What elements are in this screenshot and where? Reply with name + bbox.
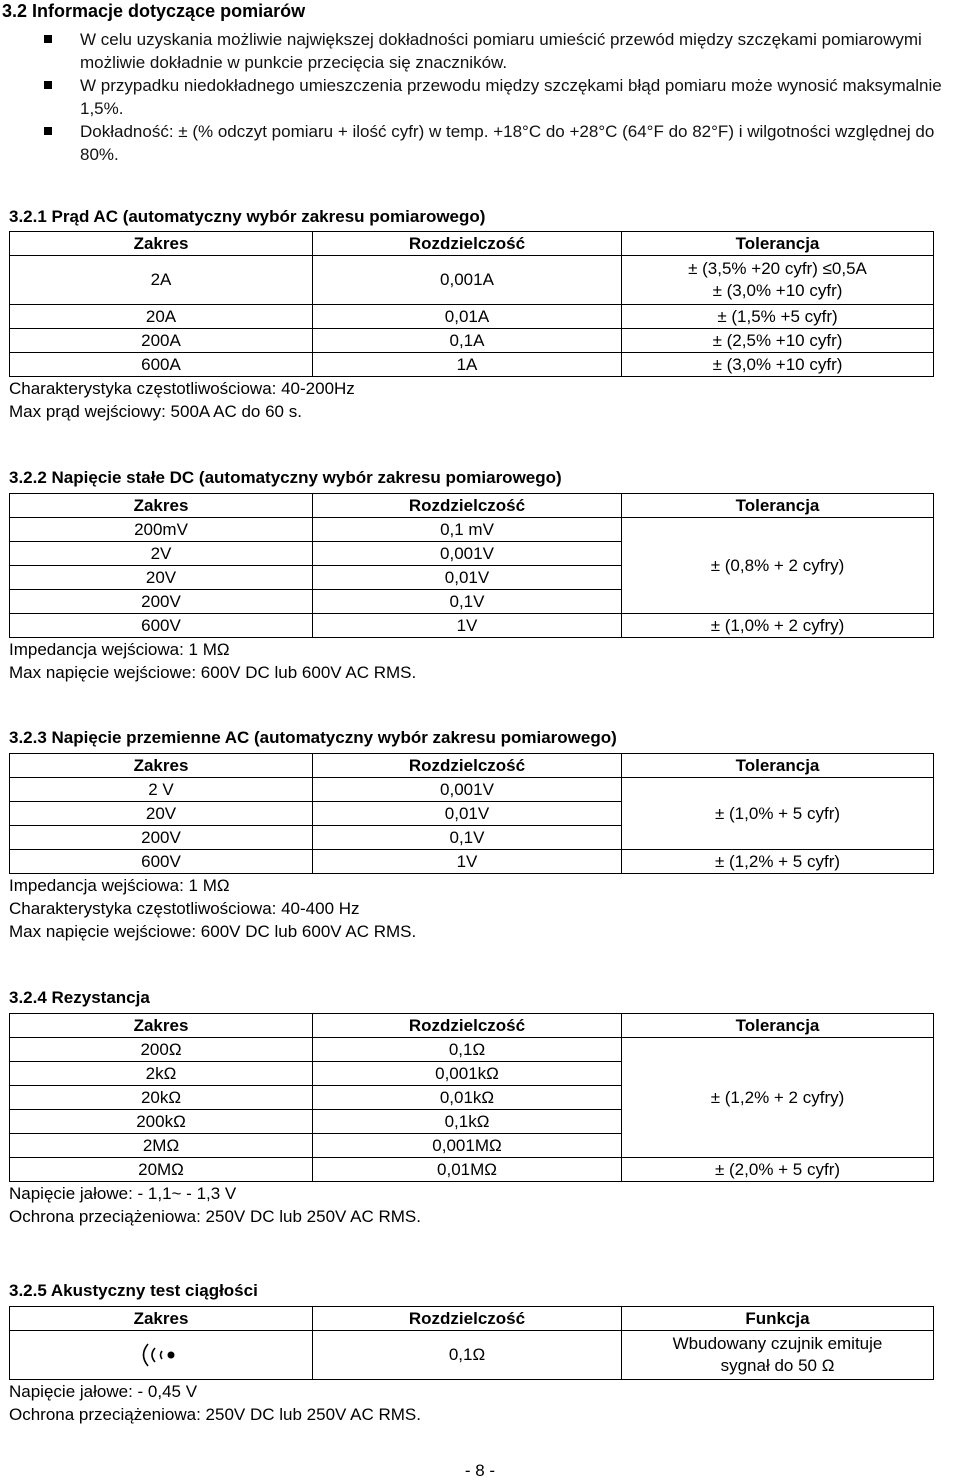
cell-resolution: 0,1Ω — [313, 1038, 622, 1062]
header-resolution: Rozdzielczość — [313, 1307, 622, 1331]
function-line: Wbudowany czujnik emituje — [672, 1334, 883, 1353]
table-row — [10, 850, 934, 874]
cell-range: 20MΩ — [10, 1158, 313, 1182]
note-text: Ochrona przeciążeniowa: 250V DC lub 250V AC RMS. — [9, 1207, 421, 1226]
table-row — [10, 518, 934, 542]
header-resolution: Rozdzielczość — [313, 1014, 622, 1038]
cell-range: 200A — [10, 329, 313, 353]
section-ac-voltage — [9, 727, 934, 943]
cell-range: 2MΩ — [10, 1134, 313, 1158]
table-row — [10, 1331, 934, 1380]
cell-range: 600V — [10, 614, 313, 638]
cell-range: 600V — [10, 850, 313, 874]
cell-tolerance: ± (1,5% +5 cyfr) — [622, 305, 934, 329]
header-function: Funkcja — [622, 1307, 934, 1331]
bullet-square-icon — [44, 81, 52, 89]
table-row — [10, 329, 934, 353]
cell-range: 200V — [10, 826, 313, 850]
list-item — [44, 28, 956, 74]
spec-table-ac-voltage — [9, 753, 934, 874]
measurement-info-list — [44, 28, 956, 166]
cell-tolerance: ± (1,2% + 5 cyfr) — [622, 850, 934, 874]
bullet-text: W przypadku niedokładnego umieszczenia przewodu między szczękami błąd pomiaru może wynosić maksymalnie 1,5%. — [80, 76, 942, 118]
section-dc-voltage — [9, 467, 934, 684]
header-range: Zakres — [10, 1014, 313, 1038]
cell-range: 200kΩ — [10, 1110, 313, 1134]
cell-resolution: 1V — [313, 850, 622, 874]
note-text: Max napięcie wejściowe: 600V DC lub 600V AC RMS. — [9, 922, 417, 941]
section-heading: 3.2 Informacje dotyczące pomiarów — [2, 1, 306, 21]
table-row — [10, 353, 934, 377]
cell-resolution: 0,001kΩ — [313, 1062, 622, 1086]
table-header-row — [10, 1014, 934, 1038]
header-resolution: Rozdzielczość — [313, 232, 622, 256]
header-tolerance: Tolerancja — [622, 232, 934, 256]
cell-tolerance-group: ± (1,2% + 2 cyfry) — [622, 1038, 934, 1158]
cell-range: 2kΩ — [10, 1062, 313, 1086]
bullet-square-icon — [44, 127, 52, 135]
cell-resolution: 0,01kΩ — [313, 1086, 622, 1110]
continuity-buzzer-icon — [136, 1341, 186, 1369]
cell-resolution: 0,1Ω — [313, 1331, 622, 1380]
table-header-row — [10, 1307, 934, 1331]
cell-resolution: 0,001MΩ — [313, 1134, 622, 1158]
cell-resolution: 0,01V — [313, 802, 622, 826]
cell-resolution: 0,1A — [313, 329, 622, 353]
note-text: Napięcie jałowe: - 1,1~ - 1,3 V — [9, 1184, 237, 1203]
cell-range: 200Ω — [10, 1038, 313, 1062]
cell-function — [622, 1331, 934, 1380]
cell-resolution: 0,1 mV — [313, 518, 622, 542]
note-text: Max prąd wejściowy: 500A AC do 60 s. — [9, 402, 302, 421]
spec-table-resistance — [9, 1013, 934, 1182]
table-row — [10, 256, 934, 305]
cell-tolerance: ± (2,0% + 5 cyfr) — [622, 1158, 934, 1182]
cell-resolution: 0,001V — [313, 778, 622, 802]
header-resolution: Rozdzielczość — [313, 754, 622, 778]
cell-range: 20V — [10, 802, 313, 826]
cell-range: 200mV — [10, 518, 313, 542]
note-text: Impedancja wejściowa: 1 MΩ — [9, 640, 230, 659]
bullet-text: W celu uzyskania możliwie największej dokładności pomiaru umieścić przewód między szczękami pomiarowymi możliwie dokładnie w punkcie przecięcia się znaczników. — [80, 30, 922, 72]
table-header-row — [10, 754, 934, 778]
page-number: - 8 - — [464, 1461, 496, 1480]
cell-range: 2A — [10, 256, 313, 305]
section-title: 3.2.4 Rezystancja — [9, 988, 150, 1007]
table-row — [10, 1038, 934, 1062]
header-resolution: Rozdzielczość — [313, 494, 622, 518]
header-tolerance: Tolerancja — [622, 1014, 934, 1038]
cell-range: 600A — [10, 353, 313, 377]
tolerance-line: ± (3,5% +20 cyfr) ≤0,5A — [688, 259, 867, 278]
section-title: 3.2.1 Prąd AC (automatyczny wybór zakresu pomiarowego) — [9, 207, 486, 226]
cell-resolution: 0,01V — [313, 566, 622, 590]
header-tolerance: Tolerancja — [622, 494, 934, 518]
spec-table-dc-voltage — [9, 493, 934, 638]
section-resistance — [9, 987, 934, 1228]
cell-resolution: 0,01A — [313, 305, 622, 329]
header-range: Zakres — [10, 232, 313, 256]
header-tolerance: Tolerancja — [622, 754, 934, 778]
table-header-row — [10, 232, 934, 256]
note-text: Max napięcie wejściowe: 600V DC lub 600V AC RMS. — [9, 663, 417, 682]
cell-resolution: 0,01MΩ — [313, 1158, 622, 1182]
table-row — [10, 305, 934, 329]
table-header-row — [10, 494, 934, 518]
note-text: Charakterystyka częstotliwościowa: 40-400 Hz — [9, 899, 360, 918]
section-title: 3.2.2 Napięcie stałe DC (automatyczny wybór zakresu pomiarowego) — [9, 468, 562, 487]
section-continuity — [9, 1280, 934, 1426]
cell-resolution: 0,001A — [313, 256, 622, 305]
bullet-square-icon — [44, 35, 52, 43]
cell-tolerance-group: ± (0,8% + 2 cyfry) — [622, 518, 934, 614]
function-line: sygnał do 50 Ω — [720, 1356, 835, 1375]
cell-resolution: 1A — [313, 353, 622, 377]
list-item — [44, 120, 956, 166]
tolerance-line: ± (3,0% +10 cyfr) — [712, 281, 843, 300]
spec-table-continuity — [9, 1306, 934, 1380]
cell-resolution: 1V — [313, 614, 622, 638]
cell-tolerance: ± (1,0% + 2 cyfry) — [622, 614, 934, 638]
header-range: Zakres — [10, 754, 313, 778]
list-item — [44, 74, 956, 120]
cell-tolerance-group: ± (1,0% + 5 cyfr) — [622, 778, 934, 850]
note-text: Charakterystyka częstotliwościowa: 40-200Hz — [9, 379, 355, 398]
cell-range: 200V — [10, 590, 313, 614]
cell-tolerance: ± (3,0% +10 cyfr) — [622, 353, 934, 377]
cell-resolution: 0,1V — [313, 826, 622, 850]
section-title: 3.2.3 Napięcie przemienne AC (automatyczny wybór zakresu pomiarowego) — [9, 728, 617, 747]
note-text: Napięcie jałowe: - 0,45 V — [9, 1382, 198, 1401]
table-row — [10, 778, 934, 802]
table-row — [10, 614, 934, 638]
header-range: Zakres — [10, 1307, 313, 1331]
cell-resolution: 0,1kΩ — [313, 1110, 622, 1134]
cell-resolution: 0,001V — [313, 542, 622, 566]
section-ac-current — [9, 206, 934, 423]
cell-range: 20A — [10, 305, 313, 329]
cell-range: 20kΩ — [10, 1086, 313, 1110]
table-row — [10, 1158, 934, 1182]
cell-tolerance: ± (2,5% +10 cyfr) — [622, 329, 934, 353]
bullet-text: Dokładność: ± (% odczyt pomiaru + ilość cyfr) w temp. +18°C do +28°C (64°F do 82°F) i wilgotności względnej do 80%. — [80, 122, 935, 164]
spec-table-ac-current — [9, 231, 934, 377]
cell-range: 20V — [10, 566, 313, 590]
cell-range: 2 V — [10, 778, 313, 802]
note-text: Impedancja wejściowa: 1 MΩ — [9, 876, 230, 895]
cell-tolerance — [622, 256, 934, 305]
cell-resolution: 0,1V — [313, 590, 622, 614]
note-text: Ochrona przeciążeniowa: 250V DC lub 250V AC RMS. — [9, 1405, 421, 1424]
section-title: 3.2.5 Akustyczny test ciągłości — [9, 1281, 258, 1300]
cell-range — [10, 1331, 313, 1380]
cell-range: 2V — [10, 542, 313, 566]
header-range: Zakres — [10, 494, 313, 518]
